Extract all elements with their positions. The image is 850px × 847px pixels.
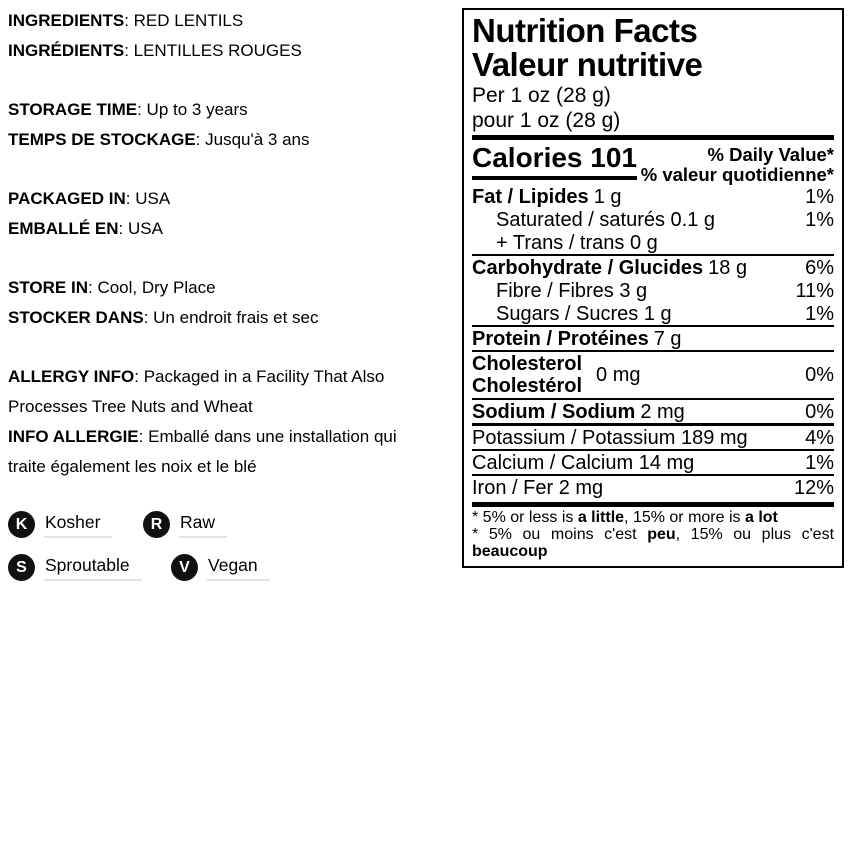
raw-badge-label: Raw: [179, 512, 227, 538]
label-separator: :: [124, 41, 134, 60]
storage-time-group: [8, 95, 433, 155]
packaged-in-label-en: PACKAGED IN: [8, 189, 126, 208]
ingredients-label-en: INGREDIENTS: [8, 11, 125, 30]
raw-badge-icon: R: [143, 511, 170, 538]
label-separator: :: [87, 278, 98, 297]
nutrition-title-fr: Valeur nutritive: [472, 46, 703, 83]
vegan-badge-icon: V: [171, 554, 198, 581]
footnote-en: * 5% or less is a little, 15% or more is a lot: [472, 509, 778, 526]
allergy-info-line-fr: [8, 422, 433, 482]
fibre-percent: 11%: [795, 279, 834, 302]
store-in-value-en: Cool, Dry Place: [97, 278, 216, 297]
saturated-percent: 1%: [805, 208, 834, 231]
badge-vegan: [171, 554, 270, 581]
calcium-name: Calcium / Calcium 14 mg: [472, 451, 695, 474]
cholesterol-name-fr: Cholestérol: [472, 375, 583, 397]
ingredients-value-en: RED LENTILS: [133, 11, 244, 30]
storage-time-value-fr: Jusqu'à 3 ans: [205, 130, 310, 149]
allergy-info-label-fr: INFO ALLERGIE: [8, 427, 139, 446]
trans-name: + Trans / trans 0 g: [496, 231, 658, 254]
badge-row-2: [8, 554, 433, 581]
nutrient-row-cholesterol: [472, 350, 834, 398]
daily-value-header: [641, 143, 834, 185]
fat-percent: 1%: [805, 185, 834, 208]
storage-time-label-en: STORAGE TIME: [8, 100, 138, 119]
cholesterol-amount: 0 mg: [596, 363, 641, 386]
nutrition-facts-panel: [462, 8, 844, 568]
daily-value-footnote: [472, 507, 834, 560]
badge-kosher: [8, 511, 143, 538]
calcium-percent: 1%: [805, 451, 834, 474]
nutrient-row-carbohydrate: [472, 254, 834, 279]
label-separator: :: [124, 11, 134, 30]
vegan-badge-label: Vegan: [207, 555, 270, 581]
packaged-in-value-fr: USA: [127, 219, 163, 238]
serving-size-en: Per 1 oz (28 g): [472, 84, 611, 107]
allergy-info-value-en: Packaged in a Facility That Also Processes Tree Nuts and Wheat: [8, 367, 385, 416]
iron-percent: 12%: [793, 476, 834, 499]
label-separator: :: [118, 219, 128, 238]
nutrient-row-potassium: [472, 423, 834, 449]
calories-value: [472, 143, 637, 180]
sugars-name: Sugars / Sucres 1 g: [496, 302, 672, 325]
carbohydrate-name: Carbohydrate / Glucides 18 g: [472, 256, 748, 279]
certification-badges: [8, 511, 433, 581]
label-separator: :: [195, 130, 206, 149]
packaged-in-line-fr: [8, 214, 433, 244]
cholesterol-percent: 0%: [805, 363, 834, 386]
sproutable-badge-icon: S: [8, 554, 35, 581]
potassium-percent: 4%: [805, 426, 834, 449]
nutrient-row-fibre: [472, 279, 834, 302]
label-separator: :: [134, 367, 144, 386]
store-in-line-en: [8, 273, 433, 303]
storage-time-label-fr: TEMPS DE STOCKAGE: [8, 130, 196, 149]
badge-sproutable: [8, 554, 171, 581]
nutrient-row-iron: [472, 474, 834, 499]
calories-label: Calories: [472, 142, 583, 173]
product-info-column: [8, 6, 433, 597]
nutrient-row-trans: [472, 231, 834, 254]
serving-size-fr: pour 1 oz (28 g): [472, 109, 621, 132]
cholesterol-name-en: Cholesterol: [472, 353, 583, 375]
divider-thick-top: [472, 135, 834, 140]
sugars-percent: 1%: [805, 302, 834, 325]
ingredients-line-en: [8, 6, 433, 36]
kosher-badge-icon: K: [8, 511, 35, 538]
nutrient-row-calcium: [472, 449, 834, 474]
allergy-info-line-en: [8, 362, 433, 422]
daily-value-header-en: % Daily Value*: [707, 144, 834, 165]
protein-name: Protein / Protéines 7 g: [472, 327, 682, 350]
calories-number: 101: [590, 142, 637, 173]
packaged-in-group: [8, 184, 433, 244]
packaged-in-line-en: [8, 184, 433, 214]
nutrient-row-protein: [472, 325, 834, 350]
store-in-value-fr: Un endroit frais et sec: [153, 308, 319, 327]
fat-name: Fat / Lipides 1 g: [472, 185, 622, 208]
fibre-name: Fibre / Fibres 3 g: [496, 279, 648, 302]
daily-value-header-fr: % valeur quotidienne*: [640, 164, 834, 185]
store-in-label-en: STORE IN: [8, 278, 88, 297]
nutrition-title-en: Nutrition Facts: [472, 12, 698, 49]
cholesterol-name: [472, 353, 582, 397]
sproutable-badge-label: Sproutable: [44, 555, 142, 581]
saturated-name: Saturated / saturés 0.1 g: [496, 208, 716, 231]
calories-block: [472, 143, 834, 185]
label-separator: :: [143, 308, 154, 327]
allergy-info-label-en: ALLERGY INFO: [8, 367, 135, 386]
packaged-in-value-en: USA: [135, 189, 171, 208]
storage-time-line-fr: [8, 125, 433, 155]
footnote-fr-line1: * 5% ou moins c'est peu, 15% ou plus c'est: [472, 526, 835, 543]
ingredients-group: [8, 6, 433, 66]
nutrient-row-sodium: [472, 398, 834, 423]
storage-time-value-en: Up to 3 years: [146, 100, 248, 119]
iron-name: Iron / Fer 2 mg: [472, 476, 604, 499]
store-in-label-fr: STOCKER DANS: [8, 308, 144, 327]
ingredients-value-fr: LENTILLES ROUGES: [133, 41, 302, 60]
label-separator: :: [125, 189, 136, 208]
store-in-line-fr: [8, 303, 433, 333]
potassium-name: Potassium / Potassium 189 mg: [472, 426, 748, 449]
storage-time-line-en: [8, 95, 433, 125]
badge-row-1: [8, 511, 433, 538]
nutrient-row-saturated: [472, 208, 834, 231]
label-separator: :: [138, 427, 149, 446]
packaged-in-label-fr: EMBALLÉ EN: [8, 219, 119, 238]
nutrient-row-sugars: [472, 302, 834, 325]
badge-raw: [143, 511, 227, 538]
kosher-badge-label: Kosher: [44, 512, 112, 538]
store-in-group: [8, 273, 433, 333]
nutrient-row-fat: [472, 185, 834, 208]
ingredients-line-fr: [8, 36, 433, 66]
label-separator: :: [137, 100, 147, 119]
ingredients-label-fr: INGRÉDIENTS: [8, 41, 125, 60]
allergy-info-group: [8, 362, 433, 482]
sodium-name: Sodium / Sodium 2 mg: [472, 400, 685, 423]
footnote-fr-line2: beaucoup: [472, 543, 548, 560]
carbohydrate-percent: 6%: [805, 256, 834, 279]
sodium-percent: 0%: [805, 400, 834, 423]
allergy-info-value-fr: Emballé dans une installation qui traite également les noix et le blé: [8, 427, 397, 476]
